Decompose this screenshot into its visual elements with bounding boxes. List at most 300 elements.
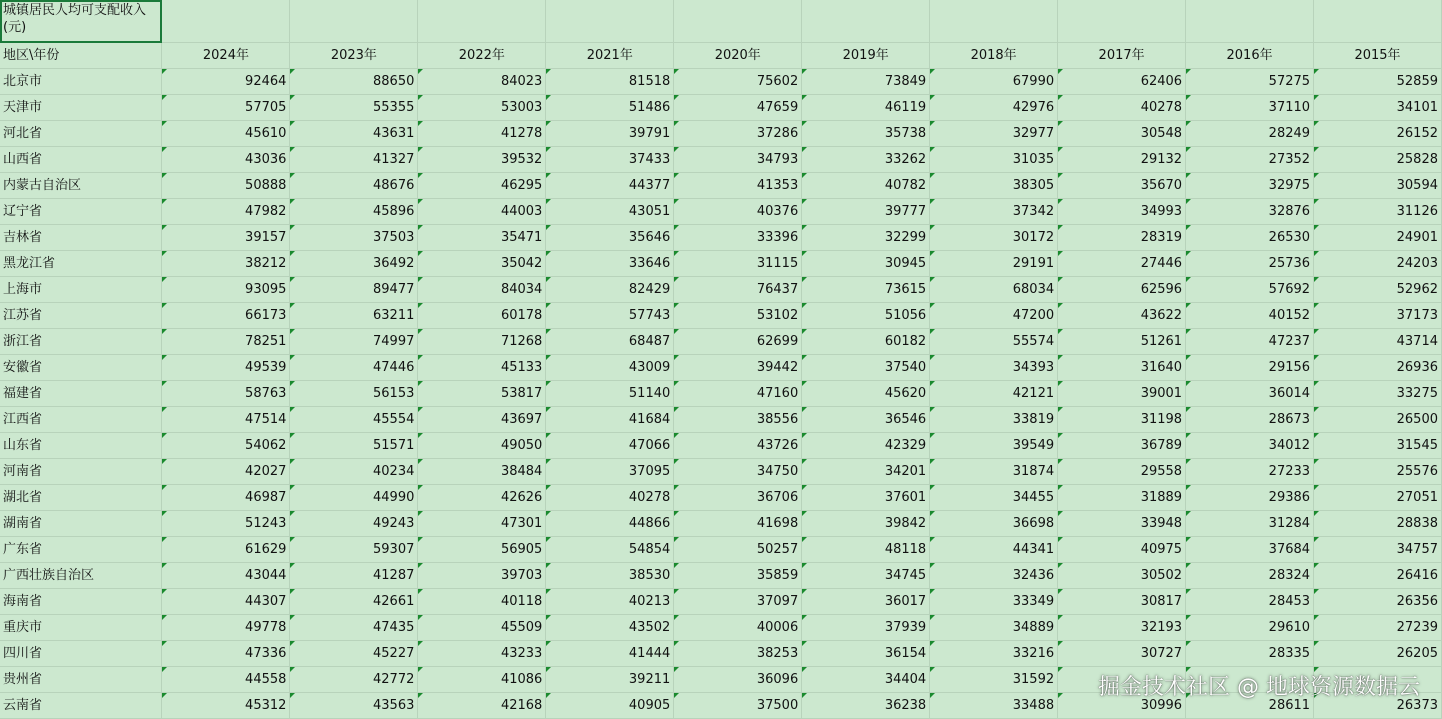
value-cell[interactable]: 52962	[1314, 277, 1442, 303]
year-header-cell[interactable]: 2016年	[1186, 43, 1314, 69]
value-cell[interactable]: 30727	[1058, 641, 1186, 667]
value-cell[interactable]: 47066	[546, 433, 674, 459]
value-cell[interactable]: 58763	[162, 381, 290, 407]
value-cell[interactable]: 35646	[546, 225, 674, 251]
region-name-cell[interactable]: 贵州省	[0, 667, 162, 693]
region-name-cell[interactable]: 江苏省	[0, 303, 162, 329]
value-cell[interactable]: 35670	[1058, 173, 1186, 199]
value-cell[interactable]: 43622	[1058, 303, 1186, 329]
value-cell[interactable]: 66173	[162, 303, 290, 329]
value-cell[interactable]: 28335	[1186, 641, 1314, 667]
value-cell[interactable]: 47982	[162, 199, 290, 225]
value-cell[interactable]: 43726	[674, 433, 802, 459]
value-cell[interactable]: 29610	[1186, 615, 1314, 641]
value-cell[interactable]: 43714	[1314, 329, 1442, 355]
empty-cell[interactable]	[162, 0, 290, 43]
value-cell[interactable]: 55355	[290, 95, 418, 121]
value-cell[interactable]: 43036	[162, 147, 290, 173]
region-name-cell[interactable]: 海南省	[0, 589, 162, 615]
region-name-cell[interactable]: 山东省	[0, 433, 162, 459]
year-header-cell[interactable]: 2018年	[930, 43, 1058, 69]
value-cell[interactable]: 40905	[546, 693, 674, 719]
value-cell[interactable]: 84034	[418, 277, 546, 303]
value-cell[interactable]: 31545	[1314, 433, 1442, 459]
value-cell[interactable]: 51486	[546, 95, 674, 121]
selected-title-cell[interactable]: 城镇居民人均可支配收入(元)	[0, 0, 162, 43]
year-header-cell[interactable]: 2024年	[162, 43, 290, 69]
value-cell[interactable]: 44866	[546, 511, 674, 537]
value-cell[interactable]: 41086	[418, 667, 546, 693]
region-name-cell[interactable]: 重庆市	[0, 615, 162, 641]
value-cell[interactable]: 82429	[546, 277, 674, 303]
value-cell[interactable]: 51261	[1058, 329, 1186, 355]
value-cell[interactable]: 49050	[418, 433, 546, 459]
value-cell[interactable]: 71268	[418, 329, 546, 355]
value-cell[interactable]: 89477	[290, 277, 418, 303]
value-cell[interactable]: 39211	[546, 667, 674, 693]
value-cell[interactable]: 59307	[290, 537, 418, 563]
value-cell[interactable]: 31284	[1186, 511, 1314, 537]
value-cell[interactable]: 32436	[930, 563, 1058, 589]
year-header-cell[interactable]: 2017年	[1058, 43, 1186, 69]
region-name-cell[interactable]: 浙江省	[0, 329, 162, 355]
value-cell[interactable]: 57275	[1186, 69, 1314, 95]
value-cell[interactable]: 28673	[1186, 407, 1314, 433]
empty-cell[interactable]	[290, 0, 418, 43]
year-header-cell[interactable]: 2021年	[546, 43, 674, 69]
value-cell[interactable]: 42772	[290, 667, 418, 693]
year-header-cell[interactable]: 2015年	[1314, 43, 1442, 69]
value-cell[interactable]: 33488	[930, 693, 1058, 719]
value-cell[interactable]: 41287	[290, 563, 418, 589]
value-cell[interactable]: 27051	[1314, 485, 1442, 511]
value-cell[interactable]: 47435	[290, 615, 418, 641]
year-header-cell[interactable]: 2019年	[802, 43, 930, 69]
value-cell[interactable]: 60182	[802, 329, 930, 355]
value-cell[interactable]: 56905	[418, 537, 546, 563]
value-cell[interactable]: 61629	[162, 537, 290, 563]
table-row	[0, 277, 1442, 303]
value-cell[interactable]: 32299	[802, 225, 930, 251]
value-cell[interactable]: 31198	[1058, 407, 1186, 433]
value-cell[interactable]: 31115	[674, 251, 802, 277]
value-cell[interactable]: 38305	[930, 173, 1058, 199]
value-cell[interactable]: 78251	[162, 329, 290, 355]
value-cell[interactable]: 33216	[930, 641, 1058, 667]
value-cell[interactable]: 45620	[802, 381, 930, 407]
value-cell[interactable]: 56153	[290, 381, 418, 407]
value-cell[interactable]: 47514	[162, 407, 290, 433]
region-name-cell[interactable]: 四川省	[0, 641, 162, 667]
value-cell[interactable]: 73849	[802, 69, 930, 95]
table-row	[0, 147, 1442, 173]
value-cell[interactable]: 30548	[1058, 121, 1186, 147]
value-cell[interactable]: 36096	[674, 667, 802, 693]
value-cell[interactable]: 35471	[418, 225, 546, 251]
value-cell[interactable]: 43044	[162, 563, 290, 589]
value-cell[interactable]: 38212	[162, 251, 290, 277]
value-cell[interactable]: 40118	[418, 589, 546, 615]
value-cell[interactable]: 39549	[930, 433, 1058, 459]
value-cell[interactable]: 35859	[674, 563, 802, 589]
value-cell[interactable]: 45896	[290, 199, 418, 225]
value-cell[interactable]: 45312	[162, 693, 290, 719]
value-cell[interactable]: 27239	[1314, 615, 1442, 641]
value-cell[interactable]: 37540	[802, 355, 930, 381]
value-cell[interactable]: 43697	[418, 407, 546, 433]
value-cell[interactable]: 25576	[1314, 459, 1442, 485]
value-cell[interactable]: 37503	[290, 225, 418, 251]
empty-cell[interactable]	[418, 0, 546, 43]
value-cell[interactable]: 32876	[1186, 199, 1314, 225]
value-cell[interactable]: 40278	[1058, 95, 1186, 121]
value-cell[interactable]: 48118	[802, 537, 930, 563]
value-cell[interactable]: 43051	[546, 199, 674, 225]
region-name-cell[interactable]: 广西壮族自治区	[0, 563, 162, 589]
value-cell[interactable]: 40006	[674, 615, 802, 641]
value-cell[interactable]: 37939	[802, 615, 930, 641]
value-cell[interactable]: 30502	[1058, 563, 1186, 589]
value-cell[interactable]: 75602	[674, 69, 802, 95]
value-cell[interactable]: 33819	[930, 407, 1058, 433]
value-cell[interactable]: 92464	[162, 69, 290, 95]
value-cell[interactable]: 45610	[162, 121, 290, 147]
value-cell[interactable]: 32193	[1058, 615, 1186, 641]
value-cell[interactable]: 33646	[546, 251, 674, 277]
value-cell[interactable]: 41327	[290, 147, 418, 173]
value-cell[interactable]: 34889	[930, 615, 1058, 641]
value-cell[interactable]: 48676	[290, 173, 418, 199]
empty-cell[interactable]	[546, 0, 674, 43]
value-cell[interactable]: 32975	[1186, 173, 1314, 199]
value-cell[interactable]: 50257	[674, 537, 802, 563]
value-cell[interactable]: 31874	[930, 459, 1058, 485]
empty-cell[interactable]	[1058, 0, 1186, 43]
value-cell[interactable]: 45509	[418, 615, 546, 641]
value-cell[interactable]: 68487	[546, 329, 674, 355]
value-cell[interactable]: 41698	[674, 511, 802, 537]
value-cell[interactable]: 40782	[802, 173, 930, 199]
value-cell[interactable]: 39001	[1058, 381, 1186, 407]
value-cell[interactable]: 54854	[546, 537, 674, 563]
value-cell[interactable]: 36017	[802, 589, 930, 615]
value-cell[interactable]: 55574	[930, 329, 1058, 355]
region-name-cell[interactable]: 河南省	[0, 459, 162, 485]
value-cell[interactable]: 34012	[1186, 433, 1314, 459]
value-cell[interactable]: 40376	[674, 199, 802, 225]
value-cell[interactable]: 68034	[930, 277, 1058, 303]
value-cell[interactable]: 28249	[1186, 121, 1314, 147]
value-cell[interactable]: 41353	[674, 173, 802, 199]
value-cell[interactable]: 32977	[930, 121, 1058, 147]
value-cell[interactable]: 33349	[930, 589, 1058, 615]
value-cell[interactable]: 36238	[802, 693, 930, 719]
value-cell[interactable]: 44307	[162, 589, 290, 615]
value-cell[interactable]: 36154	[802, 641, 930, 667]
value-cell[interactable]: 37110	[1186, 95, 1314, 121]
value-cell[interactable]: 47160	[674, 381, 802, 407]
value-cell[interactable]: 36492	[290, 251, 418, 277]
region-name-cell[interactable]: 山西省	[0, 147, 162, 173]
value-cell[interactable]: 31592	[930, 667, 1058, 693]
value-cell[interactable]: 46295	[418, 173, 546, 199]
empty-cell[interactable]	[674, 0, 802, 43]
value-cell[interactable]: 37342	[930, 199, 1058, 225]
value-cell[interactable]: 30172	[930, 225, 1058, 251]
value-cell[interactable]: 34745	[802, 563, 930, 589]
value-cell[interactable]: 52859	[1314, 69, 1442, 95]
empty-cell[interactable]	[1314, 0, 1442, 43]
value-cell[interactable]: 36698	[930, 511, 1058, 537]
region-name-cell[interactable]: 安徽省	[0, 355, 162, 381]
region-name-cell[interactable]: 辽宁省	[0, 199, 162, 225]
value-cell[interactable]: 43009	[546, 355, 674, 381]
value-cell[interactable]: 88650	[290, 69, 418, 95]
value-cell[interactable]: 36706	[674, 485, 802, 511]
value-cell[interactable]: 30945	[802, 251, 930, 277]
corner-label-cell[interactable]: 地区\年份	[0, 43, 162, 69]
value-cell[interactable]: 38530	[546, 563, 674, 589]
value-cell[interactable]: 54062	[162, 433, 290, 459]
value-cell[interactable]: 28453	[1186, 589, 1314, 615]
value-cell[interactable]: 43502	[546, 615, 674, 641]
table-row	[0, 225, 1442, 251]
region-name-cell[interactable]: 天津市	[0, 95, 162, 121]
value-cell[interactable]: 37095	[546, 459, 674, 485]
value-cell[interactable]: 37433	[546, 147, 674, 173]
value-cell[interactable]: 38484	[418, 459, 546, 485]
region-name-cell[interactable]: 湖南省	[0, 511, 162, 537]
value-cell[interactable]: 31035	[930, 147, 1058, 173]
value-cell[interactable]: 39791	[546, 121, 674, 147]
value-cell[interactable]: 30996	[1058, 693, 1186, 719]
value-cell[interactable]: 33948	[1058, 511, 1186, 537]
value-cell[interactable]: 30594	[1314, 173, 1442, 199]
empty-cell[interactable]	[1186, 0, 1314, 43]
value-cell[interactable]: 26373	[1314, 693, 1442, 719]
value-cell[interactable]: 40152	[1186, 303, 1314, 329]
value-cell[interactable]: 29156	[1186, 355, 1314, 381]
value-cell[interactable]: 73615	[802, 277, 930, 303]
value-cell[interactable]: 46987	[162, 485, 290, 511]
region-name-cell[interactable]: 内蒙古自治区	[0, 173, 162, 199]
value-cell[interactable]: 42168	[418, 693, 546, 719]
value-cell[interactable]: 39157	[162, 225, 290, 251]
value-cell[interactable]: 47446	[290, 355, 418, 381]
value-cell[interactable]: 34455	[930, 485, 1058, 511]
value-cell[interactable]: 57705	[162, 95, 290, 121]
value-cell[interactable]: 39703	[418, 563, 546, 589]
value-cell[interactable]: 49539	[162, 355, 290, 381]
value-cell[interactable]: 26500	[1314, 407, 1442, 433]
value-cell[interactable]: 26530	[1186, 225, 1314, 251]
value-cell[interactable]: 27446	[1058, 251, 1186, 277]
value-cell[interactable]: 84023	[418, 69, 546, 95]
value-cell[interactable]: 34201	[802, 459, 930, 485]
value-cell[interactable]: 41444	[546, 641, 674, 667]
value-cell[interactable]: 67990	[930, 69, 1058, 95]
region-name-cell[interactable]: 黑龙江省	[0, 251, 162, 277]
region-name-cell[interactable]: 吉林省	[0, 225, 162, 251]
value-cell[interactable]: 49778	[162, 615, 290, 641]
value-cell[interactable]: 34793	[674, 147, 802, 173]
value-cell[interactable]: 34393	[930, 355, 1058, 381]
value-cell[interactable]: 36546	[802, 407, 930, 433]
value-cell[interactable]: 44990	[290, 485, 418, 511]
value-cell[interactable]: 47200	[930, 303, 1058, 329]
value-cell[interactable]: 42027	[162, 459, 290, 485]
table-row	[0, 251, 1442, 277]
value-cell[interactable]: 27233	[1186, 459, 1314, 485]
value-cell[interactable]: 42121	[930, 381, 1058, 407]
value-cell[interactable]: 40975	[1058, 537, 1186, 563]
value-cell[interactable]: 25828	[1314, 147, 1442, 173]
value-cell[interactable]: 81518	[546, 69, 674, 95]
value-cell[interactable]: 30817	[1058, 589, 1186, 615]
value-cell[interactable]: 43631	[290, 121, 418, 147]
region-name-cell[interactable]: 云南省	[0, 693, 162, 719]
value-cell[interactable]: 29132	[1058, 147, 1186, 173]
value-cell[interactable]: 31640	[1058, 355, 1186, 381]
value-cell[interactable]: 46119	[802, 95, 930, 121]
value-cell[interactable]: 27352	[1186, 147, 1314, 173]
year-header-cell[interactable]: 2022年	[418, 43, 546, 69]
value-cell[interactable]: 40234	[290, 459, 418, 485]
value-cell[interactable]: 37684	[1186, 537, 1314, 563]
value-cell[interactable]: 43563	[290, 693, 418, 719]
value-cell[interactable]: 29386	[1186, 485, 1314, 511]
value-cell[interactable]: 33275	[1314, 381, 1442, 407]
value-cell[interactable]: 37500	[674, 693, 802, 719]
value-cell[interactable]: 34101	[1314, 95, 1442, 121]
value-cell[interactable]: 39777	[802, 199, 930, 225]
value-cell[interactable]: 45227	[290, 641, 418, 667]
value-cell[interactable]: 51056	[802, 303, 930, 329]
region-name-cell[interactable]: 江西省	[0, 407, 162, 433]
value-cell[interactable]: 44003	[418, 199, 546, 225]
value-cell[interactable]: 45133	[418, 355, 546, 381]
region-name-cell[interactable]: 上海市	[0, 277, 162, 303]
value-cell[interactable]: 47659	[674, 95, 802, 121]
value-cell[interactable]: 26416	[1314, 563, 1442, 589]
value-cell[interactable]: 29191	[930, 251, 1058, 277]
value-cell[interactable]: 40213	[546, 589, 674, 615]
value-cell[interactable]: 44558	[162, 667, 290, 693]
value-cell[interactable]: 39842	[802, 511, 930, 537]
value-cell[interactable]: 28611	[1186, 693, 1314, 719]
value-cell[interactable]: 42626	[418, 485, 546, 511]
watermark: 掘金技术社区 @ 地球资源数据云	[1098, 675, 1420, 700]
value-cell[interactable]: 47237	[1186, 329, 1314, 355]
region-name-cell[interactable]: 河北省	[0, 121, 162, 147]
value-cell[interactable]: 47301	[418, 511, 546, 537]
value-cell[interactable]: 35042	[418, 251, 546, 277]
value-cell[interactable]: 39442	[674, 355, 802, 381]
value-cell[interactable]: 33396	[674, 225, 802, 251]
value-cell[interactable]: 62699	[674, 329, 802, 355]
value-cell[interactable]: 50888	[162, 173, 290, 199]
value-cell[interactable]: 42329	[802, 433, 930, 459]
value-cell[interactable]: 26356	[1314, 589, 1442, 615]
value-cell[interactable]: 26205	[1314, 641, 1442, 667]
value-cell[interactable]: 24901	[1314, 225, 1442, 251]
year-header-cell[interactable]: 2023年	[290, 43, 418, 69]
value-cell[interactable]: 31126	[1314, 199, 1442, 225]
value-cell[interactable]: 37097	[674, 589, 802, 615]
value-cell[interactable]: 34750	[674, 459, 802, 485]
value-cell[interactable]: 63211	[290, 303, 418, 329]
value-cell[interactable]: 53003	[418, 95, 546, 121]
value-cell[interactable]: 34404	[802, 667, 930, 693]
year-header-cell[interactable]: 2020年	[674, 43, 802, 69]
value-cell[interactable]: 47336	[162, 641, 290, 667]
value-cell[interactable]: 24203	[1314, 251, 1442, 277]
value-cell[interactable]: 40278	[546, 485, 674, 511]
value-cell[interactable]: 28319	[1058, 225, 1186, 251]
value-cell[interactable]: 36014	[1186, 381, 1314, 407]
value-cell[interactable]: 37173	[1314, 303, 1442, 329]
value-cell[interactable]: 42976	[930, 95, 1058, 121]
empty-cell[interactable]	[802, 0, 930, 43]
value-cell[interactable]: 26936	[1314, 355, 1442, 381]
value-cell[interactable]: 51243	[162, 511, 290, 537]
value-cell[interactable]: 38253	[674, 641, 802, 667]
value-cell[interactable]: 57743	[546, 303, 674, 329]
region-name-cell[interactable]: 湖北省	[0, 485, 162, 511]
value-cell[interactable]: 93095	[162, 277, 290, 303]
value-cell[interactable]: 62596	[1058, 277, 1186, 303]
value-cell[interactable]: 51571	[290, 433, 418, 459]
value-cell[interactable]: 62406	[1058, 69, 1186, 95]
value-cell[interactable]: 43233	[418, 641, 546, 667]
value-cell[interactable]: 36789	[1058, 433, 1186, 459]
value-cell[interactable]: 29558	[1058, 459, 1186, 485]
table-row	[0, 485, 1442, 511]
value-cell[interactable]: 49243	[290, 511, 418, 537]
empty-cell[interactable]	[930, 0, 1058, 43]
value-cell[interactable]: 39532	[418, 147, 546, 173]
value-cell[interactable]: 60178	[418, 303, 546, 329]
value-cell[interactable]: 41278	[418, 121, 546, 147]
value-cell[interactable]: 51140	[546, 381, 674, 407]
region-name-cell[interactable]: 北京市	[0, 69, 162, 95]
value-cell[interactable]: 34993	[1058, 199, 1186, 225]
value-cell[interactable]: 33262	[802, 147, 930, 173]
value-cell[interactable]: 42661	[290, 589, 418, 615]
value-cell[interactable]: 28324	[1186, 563, 1314, 589]
region-name-cell[interactable]: 福建省	[0, 381, 162, 407]
value-cell[interactable]: 25736	[1186, 251, 1314, 277]
value-cell[interactable]: 28838	[1314, 511, 1442, 537]
value-cell[interactable]: 26152	[1314, 121, 1442, 147]
value-cell[interactable]: 74997	[290, 329, 418, 355]
value-cell[interactable]: 31889	[1058, 485, 1186, 511]
value-cell[interactable]: 41684	[546, 407, 674, 433]
value-cell[interactable]: 37286	[674, 121, 802, 147]
value-cell[interactable]: 53102	[674, 303, 802, 329]
value-cell[interactable]: 35738	[802, 121, 930, 147]
value-cell[interactable]: 44341	[930, 537, 1058, 563]
value-cell[interactable]: 44377	[546, 173, 674, 199]
region-name-cell[interactable]: 广东省	[0, 537, 162, 563]
value-cell[interactable]: 53817	[418, 381, 546, 407]
value-cell[interactable]: 76437	[674, 277, 802, 303]
value-cell[interactable]: 38556	[674, 407, 802, 433]
value-cell[interactable]: 57692	[1186, 277, 1314, 303]
value-cell[interactable]: 37601	[802, 485, 930, 511]
value-cell[interactable]: 45554	[290, 407, 418, 433]
value-cell[interactable]: 34757	[1314, 537, 1442, 563]
